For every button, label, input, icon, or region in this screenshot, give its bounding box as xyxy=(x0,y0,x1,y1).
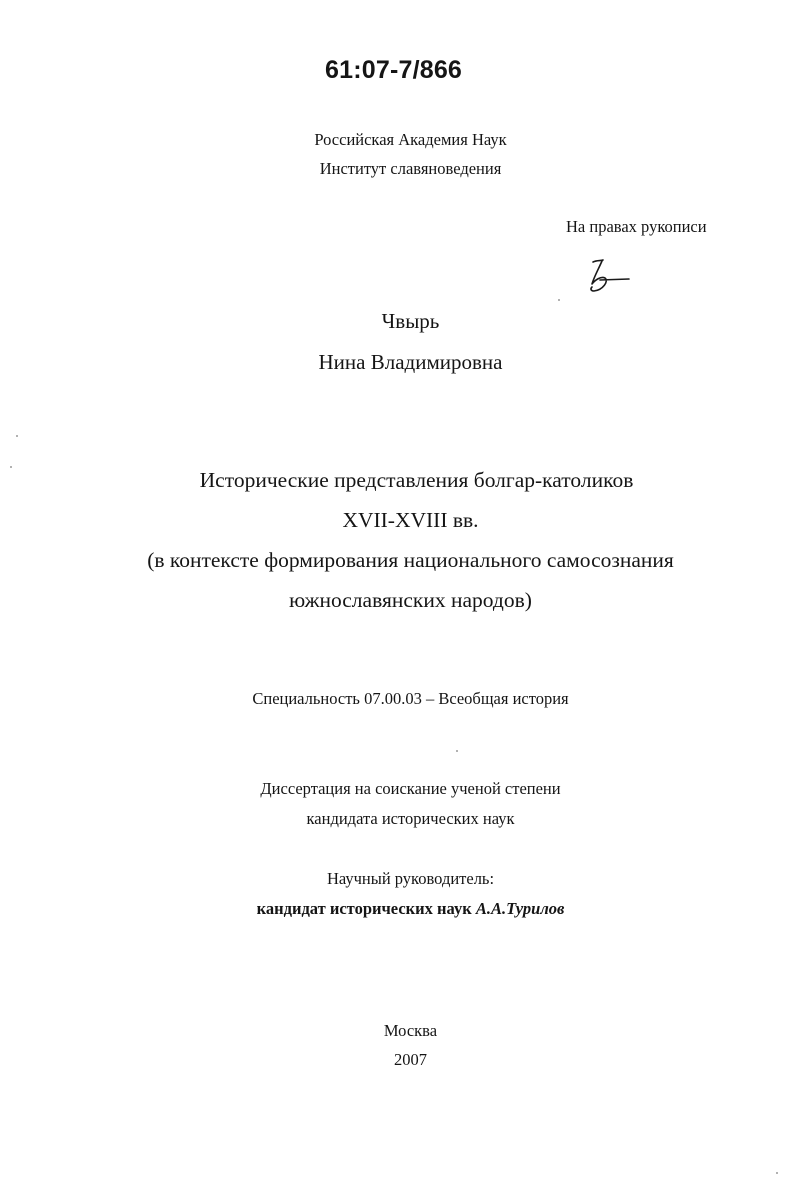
specialty: Специальность 07.00.03 – Всеобщая история xyxy=(252,689,569,708)
scan-speck xyxy=(558,299,560,301)
supervisor-rank: кандидат исторических наук xyxy=(256,899,472,918)
catalog-code: 61:07-7/866 xyxy=(325,56,463,84)
supervisor-name: А.А.Турилов xyxy=(475,899,565,918)
scan-speck xyxy=(776,1172,778,1174)
author-surname: Чвырь xyxy=(381,309,440,333)
scan-speck xyxy=(16,435,18,437)
year: 2007 xyxy=(394,1050,427,1069)
author-given-names: Нина Владимировна xyxy=(318,350,503,374)
degree-line-2: кандидата исторических наук xyxy=(306,809,515,828)
supervisor-line xyxy=(14,899,793,919)
supervisor-label: Научный руководитель: xyxy=(326,869,495,888)
institute-name: Институт славяноведения xyxy=(319,159,502,178)
place: Москва xyxy=(383,1021,438,1040)
title-line-3: (в контексте формирования национального самосознания xyxy=(147,548,674,572)
academy-name: Российская Академия Наук xyxy=(314,130,507,149)
signature-mark xyxy=(585,256,635,302)
manuscript-note: На правах рукописи xyxy=(566,217,707,236)
title-line-2: XVII-XVIII вв. xyxy=(342,508,479,532)
scan-speck xyxy=(456,750,458,752)
title-line-4: южнославянских народов) xyxy=(289,588,532,612)
scan-speck xyxy=(10,466,12,468)
degree-line-1: Диссертация на соискание ученой степени xyxy=(260,779,561,798)
title-line-1: Исторические представления болгар-католиков xyxy=(199,468,634,492)
